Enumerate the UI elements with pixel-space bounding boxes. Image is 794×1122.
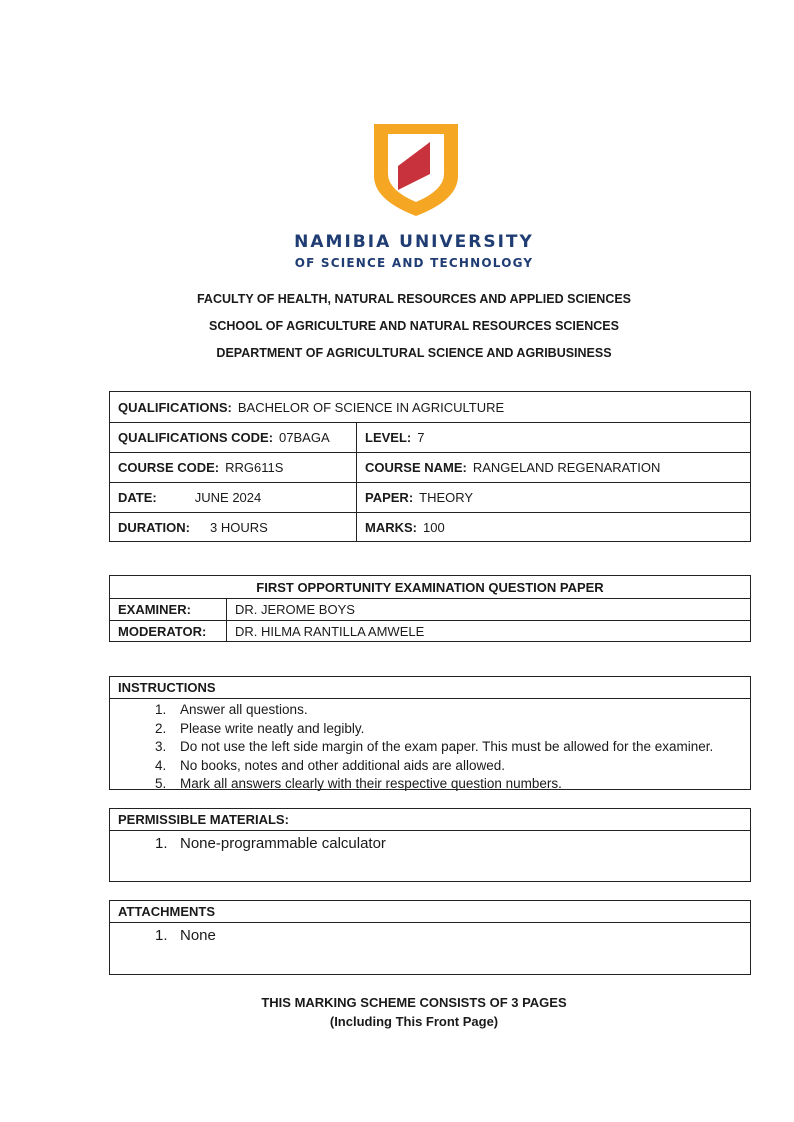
duration-value: 3 HOURS [209,519,268,535]
exam-title-row [110,576,750,598]
course-code-row [110,452,750,482]
attachments-list [110,923,750,947]
list-item: 1. Answer all questions. [155,702,308,717]
list-item: 1. None [155,927,216,944]
moderator-row [110,620,750,641]
course-code-label: COURSE CODE: [118,460,220,475]
date-label: DATE: [118,490,157,505]
department-name: DEPARTMENT OF AGRICULTURAL SCIENCE AND AGRIBUSINESS [216,346,612,360]
school-name: SCHOOL OF AGRICULTURE AND NATURAL RESOURCES SCIENCES [209,319,619,333]
footer-line-1: THIS MARKING SCHEME CONSISTS OF 3 PAGES [261,995,567,1010]
examiner-value: DR. JEROME BOYS [235,602,355,617]
course-info-table [109,391,751,542]
qualifications-value: BACHELOR OF SCIENCE IN AGRICULTURE [237,399,505,415]
marks-label: MARKS: [365,519,417,535]
moderator-value: DR. HILMA RANTILLA AMWELE [235,623,425,639]
qualifications-label: QUALIFICATIONS: [118,399,232,415]
attachments-box [109,900,751,975]
university-logo [366,118,466,218]
date-row [110,482,750,512]
exam-title: FIRST OPPORTUNITY EXAMINATION QUESTION PAPER [256,579,604,595]
list-item: 4. No books, notes and other additional aids are allowed. [155,757,505,773]
qual-code-label: QUALIFICATIONS CODE: [118,430,274,445]
course-name-label: COURSE NAME: [365,460,467,475]
examiner-label: EXAMINER: [110,599,227,620]
examiner-row [110,598,750,620]
course-code-value: RRG611S [225,460,284,475]
qual-code-value: 07BAGA [279,430,330,445]
qualifications-row [110,392,750,422]
permissible-heading: PERMISSIBLE MATERIALS: [110,809,750,831]
exam-info-table [109,575,751,642]
university-subtitle: OF SCIENCE AND TECHNOLOGY [294,256,534,270]
instructions-list [110,699,750,794]
level-label: LEVEL: [365,430,412,445]
paper-label: PAPER: [365,490,414,505]
moderator-label: MODERATOR: [110,621,227,641]
date-value: JUNE 2024 [194,490,262,505]
list-item: 5. Mark all answers clearly with their respective question numbers. [155,776,562,791]
duration-row [110,512,750,541]
faculty-name: FACULTY OF HEALTH, NATURAL RESOURCES AND APPLIED SCIENCES [196,292,632,306]
list-item: 1. None-programmable calculator [155,835,386,852]
duration-label: DURATION: [118,519,190,535]
course-name-value: RANGELAND REGENARATION [472,460,661,475]
instructions-heading: INSTRUCTIONS [110,677,750,699]
level-value: 7 [417,430,425,445]
footer-line-2: (Including This Front Page) [329,1014,499,1029]
instructions-box [109,676,751,790]
paper-value: THEORY [419,490,474,505]
attachments-heading: ATTACHMENTS [110,901,750,923]
list-item: 3. Do not use the left side margin of the exam paper. This must be allowed for the examiner. [155,739,714,754]
permissible-list [110,831,750,855]
list-item: 2. Please write neatly and legibly. [155,720,365,736]
qual-code-row [110,422,750,452]
university-name: NAMIBIA UNIVERSITY [294,232,534,252]
marks-value: 100 [423,519,445,535]
footer [0,993,794,1031]
permissible-materials-box [109,808,751,882]
